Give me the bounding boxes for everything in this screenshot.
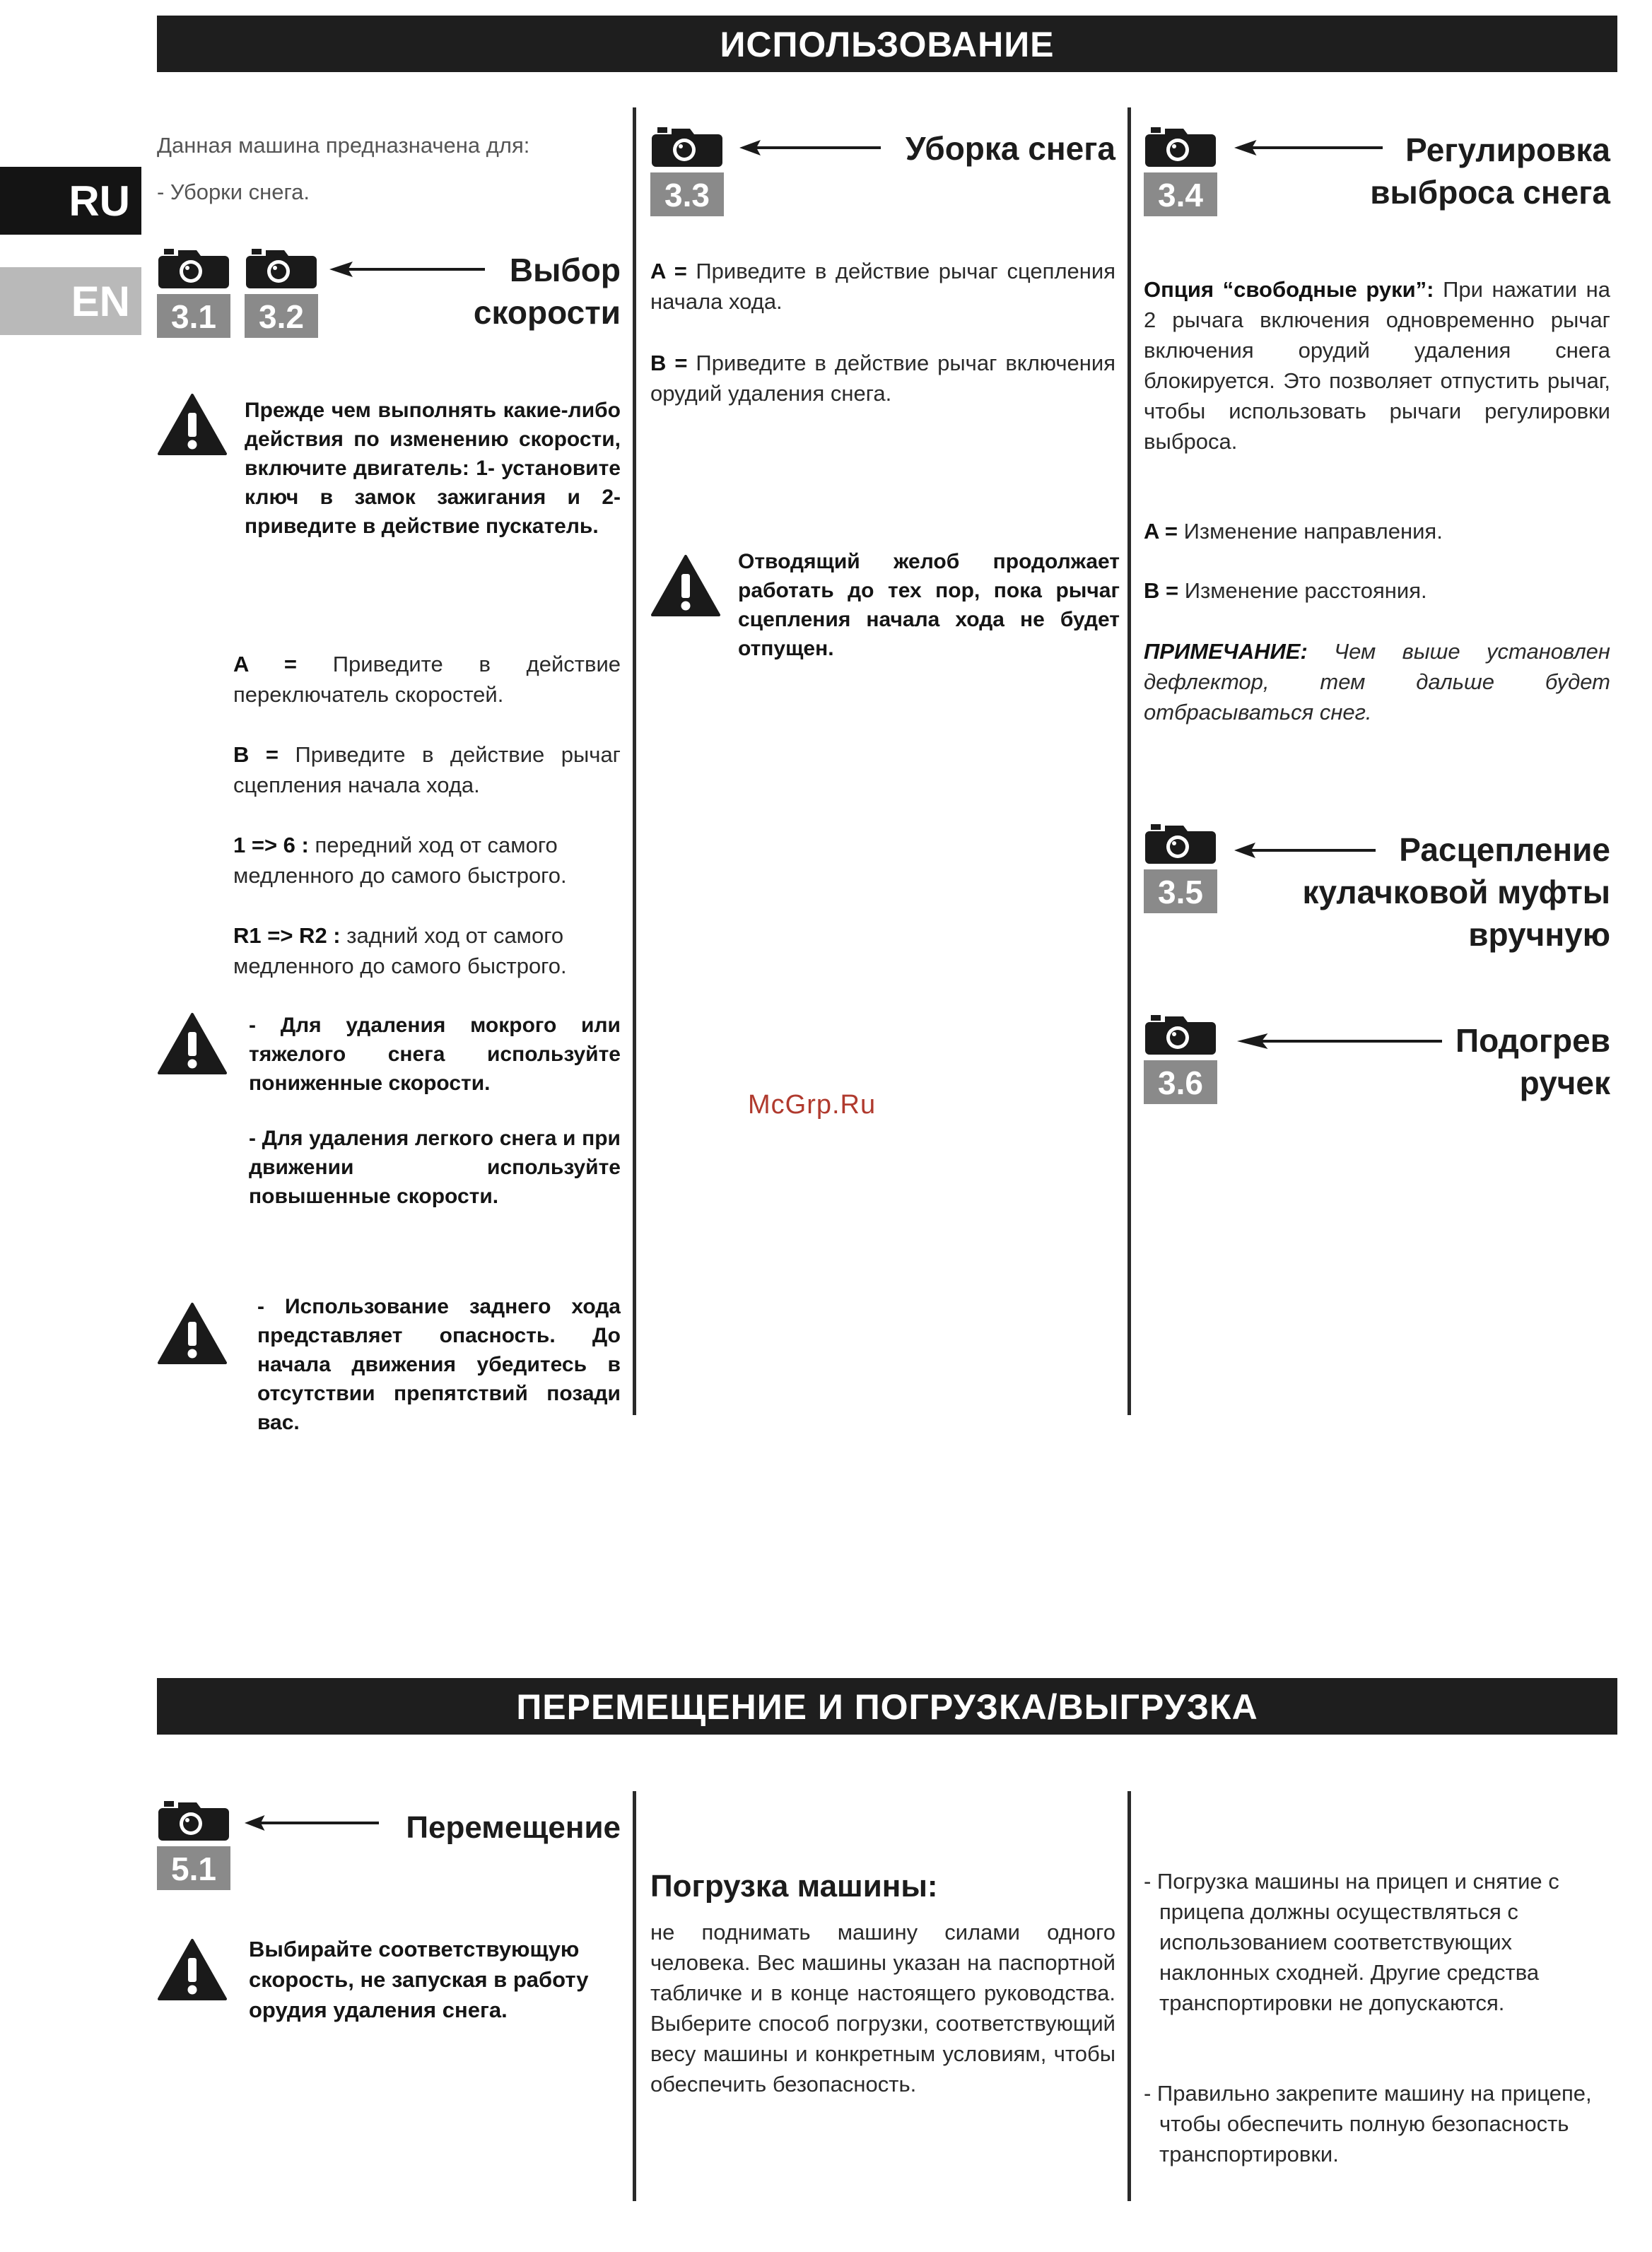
figure-ref-3-6 — [1144, 1014, 1217, 1104]
heading-manual-clutch-release: Расцепление кулачковой муфты вручную — [1302, 831, 1610, 953]
option-label: Опция “свободные руки”: — [1144, 277, 1434, 302]
item-key: 1 => 6 : — [233, 833, 309, 857]
figure-number: 5.1 — [157, 1846, 230, 1890]
list-item: - Погрузка машины на прицеп и снятие с прицепа должны осуществляться с использованием соответствующих наклонных сходней. Другие средства транспортировки не допускаются. — [1144, 1869, 1559, 2015]
item-text: Приведите в действие рычаг включения орудий удаления снега. — [650, 351, 1115, 406]
warning-text: - Для удаления мокрого или тяжелого снега используйте пониженные скорости. — [249, 1014, 621, 1095]
camera-icon — [1144, 126, 1217, 167]
warning-icon — [650, 554, 721, 618]
warning-text: Выбирайте соответствующую скорость, не запуская в работу орудия удаления снега. — [249, 1937, 589, 2022]
figure-ref-3-5 — [1144, 823, 1217, 913]
warning-text: - Для удаления легкого снега и при движении используйте повышенные скорости. — [249, 1127, 621, 1208]
column-divider — [633, 107, 636, 1415]
item-b — [1144, 575, 1610, 606]
intro-text: Данная машина предназначена для: — [157, 133, 530, 158]
item-key: R1 => R2 : — [233, 923, 341, 948]
language-tab-en[interactable]: EN — [0, 267, 141, 335]
note-text: Чем выше установлен дефлектор, тем дальше будет отбрасываться снег. — [1144, 639, 1610, 725]
heading-transport: Перемещение — [406, 1810, 621, 1845]
figure-number: 3.5 — [1144, 869, 1217, 913]
item-text: Приведите в действие рычаг сцепления начала хода. — [233, 742, 621, 797]
camera-icon — [1144, 823, 1217, 864]
warning-text: Отводящий желоб продолжает работать до тех пор, пока рычаг сцепления начала хода не будет отпущен. — [738, 550, 1120, 660]
option-text: При нажатии на 2 рычага включения одновременно рычаг включения орудий удаления снега блокируется. Это позволяет отпустить рычаг, чтобы использовать рычаги регулировки выброса. — [1144, 277, 1611, 454]
item-forward — [233, 830, 621, 891]
language-tab-ru[interactable]: RU — [0, 167, 141, 235]
item-text: Приведите в действие рычаг сцепления начала хода. — [650, 259, 1115, 314]
warning-text: Прежде чем выполнять какие-либо действия по изменению скорости, включите двигатель: 1- установите ключ в замок зажигания и 2- приведите в действие пускатель. — [245, 399, 621, 538]
note-label: ПРИМЕЧАНИЕ: — [1144, 639, 1308, 664]
list-item: - Правильно закрепите машину на прицепе, чтобы обеспечить полную безопасность транспортировки. — [1144, 2081, 1592, 2166]
figure-number: 3.4 — [1144, 172, 1217, 216]
camera-icon — [650, 126, 724, 167]
item-key: A = — [650, 259, 687, 283]
item-a — [233, 649, 621, 710]
warning-icon — [157, 393, 228, 457]
heading-speed-selection: Выбор скорости — [473, 252, 621, 331]
item-text: передний ход от самого медленного до самого быстрого. — [233, 833, 567, 888]
figure-number: 3.2 — [245, 294, 318, 338]
camera-icon — [157, 1800, 230, 1841]
heading-snow-removal: Уборка снега — [905, 130, 1115, 167]
figure-ref-3-2 — [245, 247, 318, 338]
figure-number: 3.1 — [157, 294, 230, 338]
item-key: A = — [1144, 519, 1178, 544]
figure-ref-3-4 — [1144, 126, 1217, 216]
watermark: McGrp.Ru — [748, 1090, 877, 1120]
intro-item: - Уборки снега. — [157, 180, 310, 204]
heading-machine-loading: Погрузка машины: — [650, 1869, 938, 1904]
arrow-left-icon — [1237, 1031, 1442, 1052]
section-title-transport: ПЕРЕМЕЩЕНИЕ И ПОГРУЗКА/ВЫГРУЗКА — [157, 1678, 1617, 1735]
item-key: B = — [233, 742, 279, 767]
item-a — [650, 256, 1115, 317]
figure-ref-5-1 — [157, 1800, 230, 1890]
heading-heated-handles: Подогрев ручек — [1455, 1022, 1610, 1101]
item-text: Приведите в действие переключатель скоростей. — [233, 652, 621, 707]
item-reverse — [233, 920, 621, 981]
figure-ref-3-1 — [157, 247, 230, 338]
hands-free-option — [1144, 274, 1610, 457]
column-divider — [1127, 1791, 1131, 2201]
section-title-usage: ИСПОЛЬЗОВАНИЕ — [157, 16, 1617, 72]
item-text: Изменение расстояния. — [1184, 578, 1427, 603]
figure-number: 3.3 — [650, 172, 724, 216]
note — [1144, 636, 1610, 727]
figure-number: 3.6 — [1144, 1060, 1217, 1104]
arrow-left-icon — [739, 137, 881, 158]
column-divider — [633, 1791, 636, 2201]
warning-text: - Использование заднего хода представляет опасность. До начала движения убедитесь в отсутствии препятствий позади вас. — [257, 1295, 621, 1434]
item-key: B = — [650, 351, 688, 375]
arrow-left-icon — [245, 1812, 379, 1834]
warning-icon — [157, 1302, 228, 1366]
item-b — [233, 739, 621, 800]
item-a — [1144, 516, 1610, 546]
item-text: задний ход от самого медленного до самого быстрого. — [233, 923, 567, 978]
loading-text: не поднимать машину силами одного человека. Вес машины указан на паспортной табличке и в конце настоящего руководства. Выберите способ погрузки, соответствующий весу машины и конкретным условиям, чтобы обеспечить безопасность. — [650, 1920, 1115, 2096]
item-b — [650, 348, 1115, 409]
warning-icon — [157, 1938, 228, 2002]
camera-icon — [245, 247, 318, 288]
figure-ref-3-3 — [650, 126, 724, 216]
camera-icon — [1144, 1014, 1217, 1055]
column-divider — [1127, 107, 1131, 1415]
item-text: Изменение направления. — [1183, 519, 1443, 544]
camera-icon — [157, 247, 230, 288]
warning-icon — [157, 1012, 228, 1076]
heading-chute-adjustment: Регулировка выброса снега — [1370, 131, 1610, 211]
item-key: B = — [1144, 578, 1179, 603]
item-key: A = — [233, 652, 298, 676]
